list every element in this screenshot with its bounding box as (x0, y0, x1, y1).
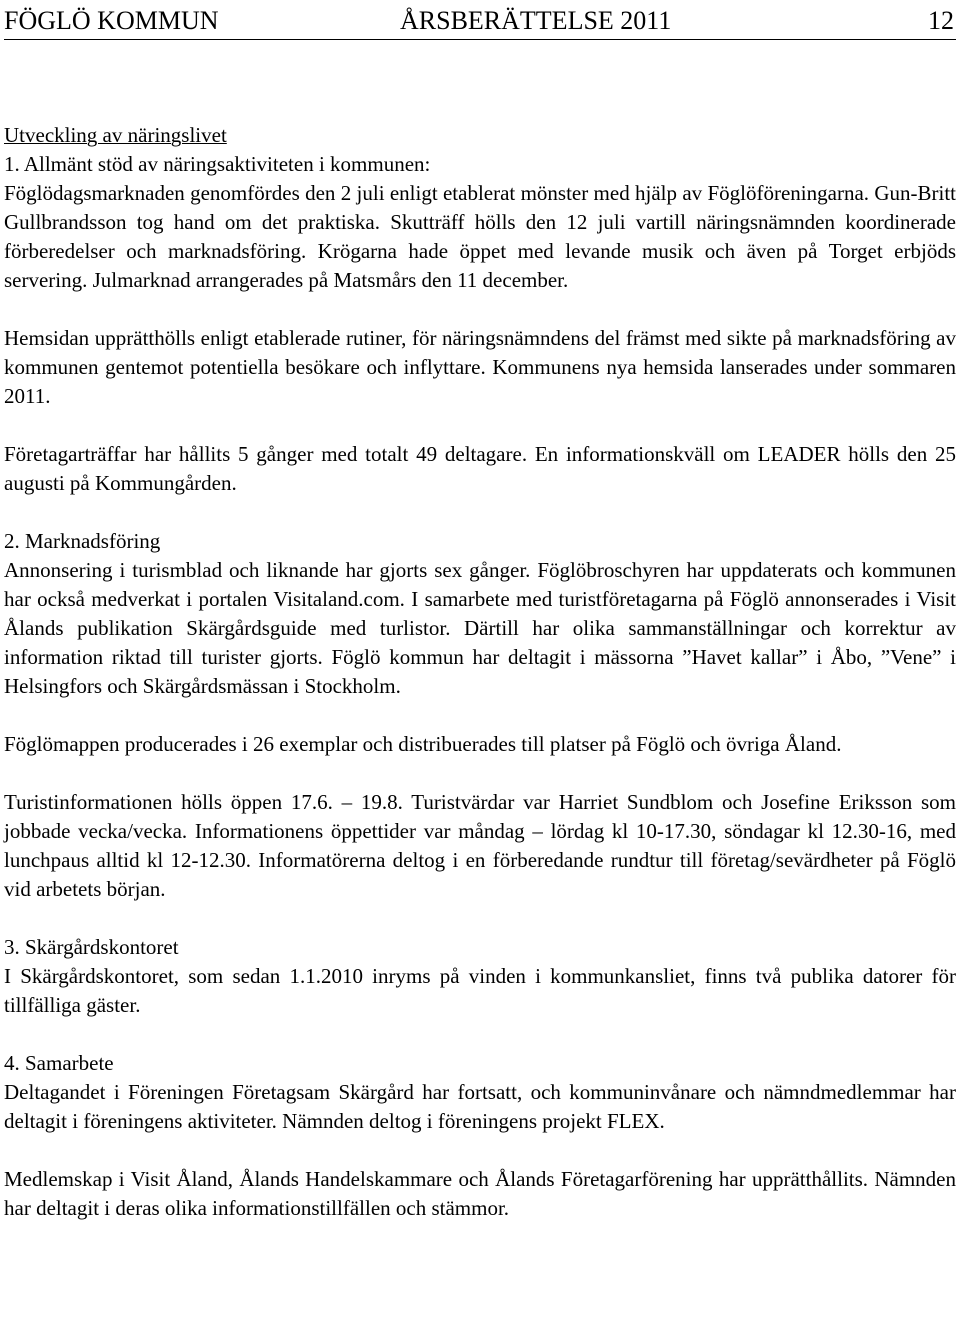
subsection-heading-4: 4. Samarbete (4, 1051, 114, 1075)
section-title: Utveckling av näringslivet (4, 123, 227, 147)
paragraph-tourist-info: Turistinformationen hölls öppen 17.6. – 19.8. Turistvärdar var Harriet Sundblom och Josefine Eriksson som jobbade vecka/vecka. Informationens öppettider var måndag – lördag kl 10-17.30, söndagar kl 12.30-16, med lunchpaus alltid kl 12-12.30. Informatörerna deltog i en förberedande rundtur till företag/sevärdheter på Föglö vid arbetets början. (4, 790, 956, 901)
paragraph-spacer (4, 498, 956, 527)
subsection-heading-1: 1. Allmänt stöd av näringsaktiviteten i kommunen: (4, 152, 431, 176)
paragraph-spacer (4, 759, 956, 788)
page-header (4, 4, 956, 38)
paragraph-folder: Föglömappen producerades i 26 exemplar och distribuerades till platser på Föglö och övriga Åland. (4, 732, 842, 756)
subsection-heading-2: 2. Marknadsföring (4, 529, 161, 553)
subsection-heading-3: 3. Skärgårdskontoret (4, 935, 179, 959)
paragraph-advertising: Annonsering i turismblad och liknande har gjorts sex gånger. Föglöbroschyren har uppdaterats och kommunen har också medverkat i portalen Visitaland.com. I samarbete med turistföretagarna på Föglö annonserades i Visit Ålands publikation Skärgårdsguide med turlistor. Därtill har olika sammanställningar och korrektur av information riktad till turister gjorts. Föglö kommun har deltagit i mässorna ”Havet kallar” i Åbo, ”Vene” i Helsingfors och Skärgårdsmässan i Stockholm. (4, 558, 956, 698)
paragraph-spacer (4, 904, 956, 933)
header-page-number: 12 (928, 6, 954, 35)
paragraph-spacer (4, 411, 956, 440)
paragraph-spacer (4, 701, 956, 730)
paragraph-spacer (4, 1136, 956, 1165)
paragraph-spacer (4, 1020, 956, 1049)
paragraph-cooperation: Deltagandet i Föreningen Företagsam Skärgård har fortsatt, och kommuninvånare och nämndmedlemmar har deltagit i föreningens aktiviteter. Nämnden deltog i föreningens projekt FLEX. (4, 1080, 956, 1133)
paragraph-website: Hemsidan upprätthölls enligt etablerade rutiner, för näringsnämndens del främst med sikte på marknadsföring av kommunen gentemot potentiella besökare och inflyttare. Kommunens nya hemsida lanserades under sommaren 2011. (4, 326, 956, 408)
header-municipality: FÖGLÖ KOMMUN (4, 6, 219, 35)
paragraph-market-day: Föglödagsmarknaden genomfördes den 2 juli enligt etablerat mönster med hjälp av Föglöföreningarna. Gun-Britt Gullbrandsson tog hand om det praktiska. Skutträff hölls den 12 juli vartill näringsnämnden koordinerade förberedelser och marknadsföring. Krögarna hade öppet med levande musik och även på Torget erbjöds servering. Julmarknad arrangerades på Matsmårs den 11 december. (4, 181, 956, 292)
paragraph-business-meetings: Företagarträffar har hållits 5 gånger med totalt 49 deltagare. En informationskväll om LEADER hölls den 25 augusti på Kommungården. (4, 442, 956, 495)
document-body (4, 121, 956, 1223)
paragraph-spacer (4, 295, 956, 324)
header-divider (4, 39, 956, 40)
paragraph-archipelago-office: I Skärgårdskontoret, som sedan 1.1.2010 inryms på vinden i kommunkansliet, finns två publika datorer för tillfälliga gäster. (4, 964, 956, 1017)
paragraph-memberships: Medlemskap i Visit Åland, Ålands Handelskammare och Ålands Företagarförening har upprätthållits. Nämnden har deltagit i deras olika informationstillfällen och stämmor. (4, 1167, 956, 1220)
header-report-title: ÅRSBERÄTTELSE 2011 (400, 6, 672, 35)
